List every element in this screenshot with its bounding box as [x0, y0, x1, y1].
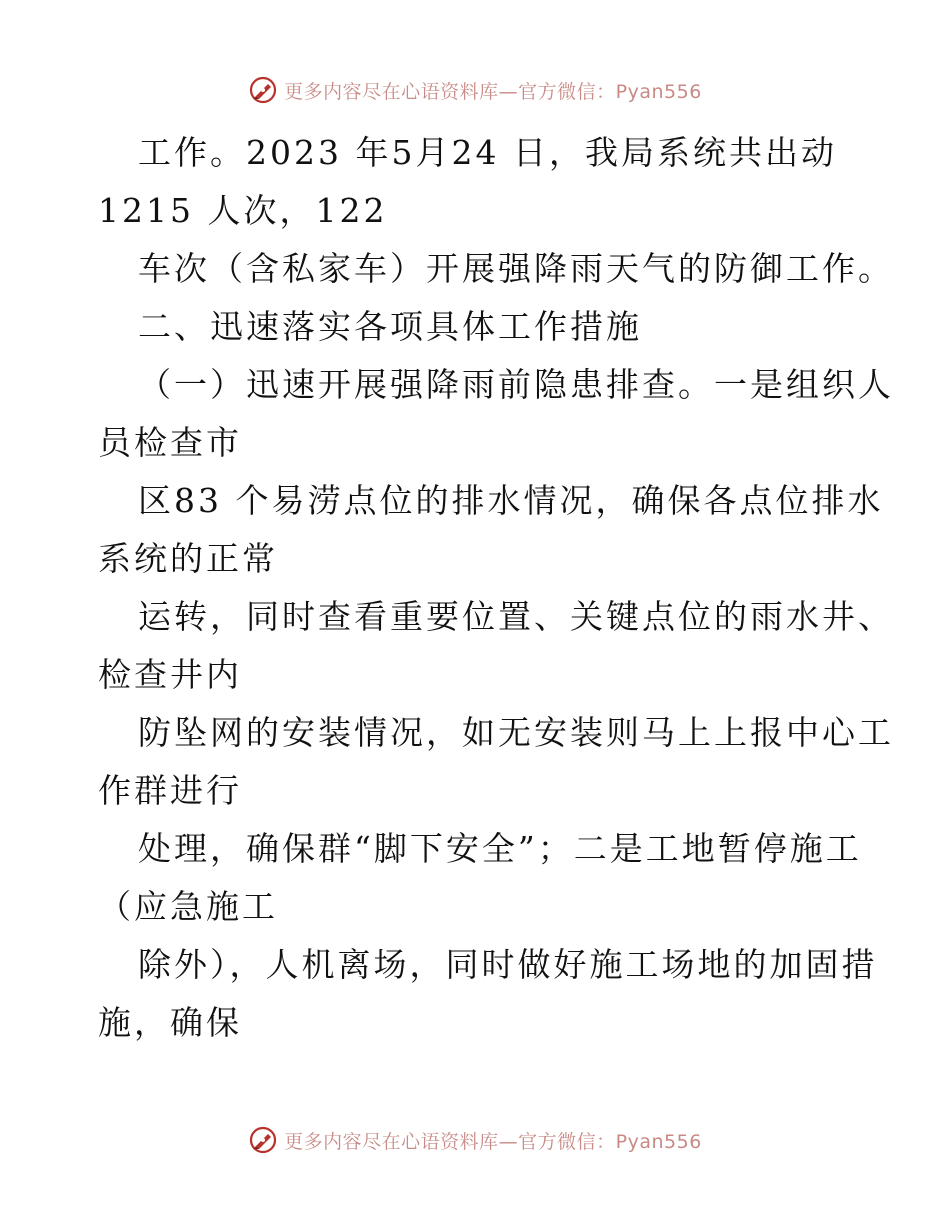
body-line: 1215 人次，122: [98, 191, 388, 230]
body-line: 车次（含私家车）开展强降雨天气的防御工作。: [138, 249, 894, 288]
body-line: 员检查市: [98, 423, 242, 462]
document-body: [98, 124, 894, 1052]
body-line: 区83 个易涝点位的排水情况，确保各点位排水: [138, 481, 884, 520]
body-line: 除外），人机离场，同时做好施工场地的加固措: [138, 945, 878, 984]
body-line: 检查井内: [98, 655, 242, 694]
body-line: 处理，确保群“脚下安全”；二是工地暂停施工: [138, 829, 862, 868]
watermark-text: 更多内容尽在心语资料库—官方微信：Pyan556: [284, 80, 702, 103]
body-line: 运转，同时查看重要位置、关键点位的雨水井、: [138, 597, 894, 636]
body-line: 系统的正常: [98, 539, 278, 578]
watermark-text: 更多内容尽在心语资料库—官方微信：Pyan556: [284, 1130, 702, 1153]
body-line: 工作。2023 年5月24 日，我局系统共出动: [138, 133, 837, 172]
header-watermark: [0, 72, 950, 108]
pen-circle-logo-icon: [248, 1125, 278, 1155]
footer-watermark: [0, 1122, 950, 1158]
body-line: 防坠网的安装情况，如无安装则马上上报中心工: [138, 713, 894, 752]
body-line: （应急施工: [98, 887, 278, 926]
body-line: （一）迅速开展强降雨前隐患排查。一是组织人: [138, 365, 894, 404]
pen-circle-logo-icon: [248, 75, 278, 105]
body-line: 作群进行: [98, 771, 242, 810]
body-line: 施，确保: [98, 1003, 242, 1042]
section-heading: 二、迅速落实各项具体工作措施: [138, 307, 642, 346]
